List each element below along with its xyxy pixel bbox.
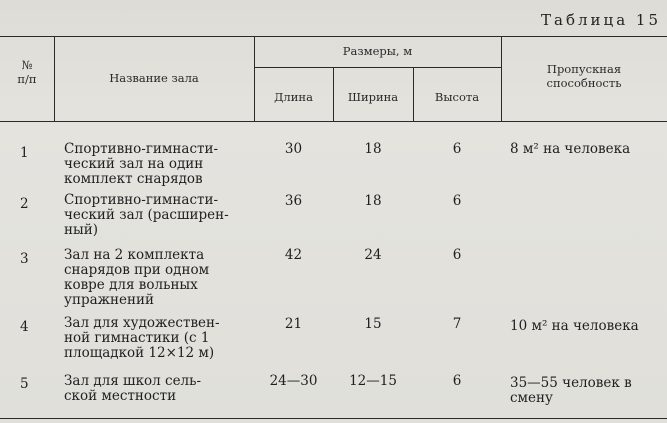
- row-length: 42: [284, 247, 303, 263]
- row-number: 5: [20, 376, 29, 392]
- row-name: Зал для художествен- ной гимнастики (с 1 площадкой 12×12 м): [64, 315, 220, 361]
- row-length: 36: [284, 193, 303, 209]
- dimensions-subrule: [254, 67, 501, 68]
- row-number: 2: [20, 196, 29, 212]
- row-height: 7: [452, 316, 462, 332]
- row-length: 30: [284, 141, 303, 157]
- row-name: Спортивно-гимнасти- ческий зал на один комплект снарядов: [64, 141, 219, 187]
- row-number: 1: [20, 145, 29, 161]
- row-height: 6: [452, 193, 462, 209]
- row-capacity: 10 м² на человека: [510, 318, 639, 334]
- row-capacity: 8 м² на человека: [510, 141, 631, 157]
- table-bottom-rule: [0, 418, 667, 419]
- header-dimensions: Размеры, м: [342, 44, 413, 58]
- row-width: 12—15: [349, 373, 397, 389]
- row-width: 18: [364, 141, 382, 157]
- header-height: Высота: [434, 90, 480, 104]
- row-capacity: 35—55 человек в смену: [510, 375, 632, 406]
- row-height: 6: [452, 373, 462, 389]
- row-name: Зал на 2 комплекта снарядов при одном ковре для вольных упражнений: [64, 247, 210, 308]
- header-length: Длина: [274, 90, 313, 104]
- table-caption: Таблица 15: [541, 11, 661, 29]
- row-number: 3: [20, 251, 29, 267]
- row-length: 24—30: [269, 373, 318, 389]
- header-name: Название зала: [109, 71, 199, 85]
- row-width: 24: [364, 247, 382, 263]
- row-height: 6: [452, 141, 462, 157]
- table-top-rule: [0, 36, 667, 37]
- header-number: № п/п: [17, 58, 37, 86]
- row-width: 15: [364, 316, 382, 332]
- row-length: 21: [284, 316, 303, 332]
- row-name: Зал для школ сель- ской местности: [64, 373, 202, 404]
- header-width: Ширина: [347, 90, 399, 104]
- header-capacity: Пропускная способность: [546, 62, 622, 90]
- row-number: 4: [20, 319, 29, 335]
- row-name: Спортивно-гимнасти- ческий зал (расширен- ный): [64, 192, 229, 238]
- header-bottom-rule: [0, 121, 667, 122]
- row-width: 18: [364, 193, 382, 209]
- row-height: 6: [452, 247, 462, 263]
